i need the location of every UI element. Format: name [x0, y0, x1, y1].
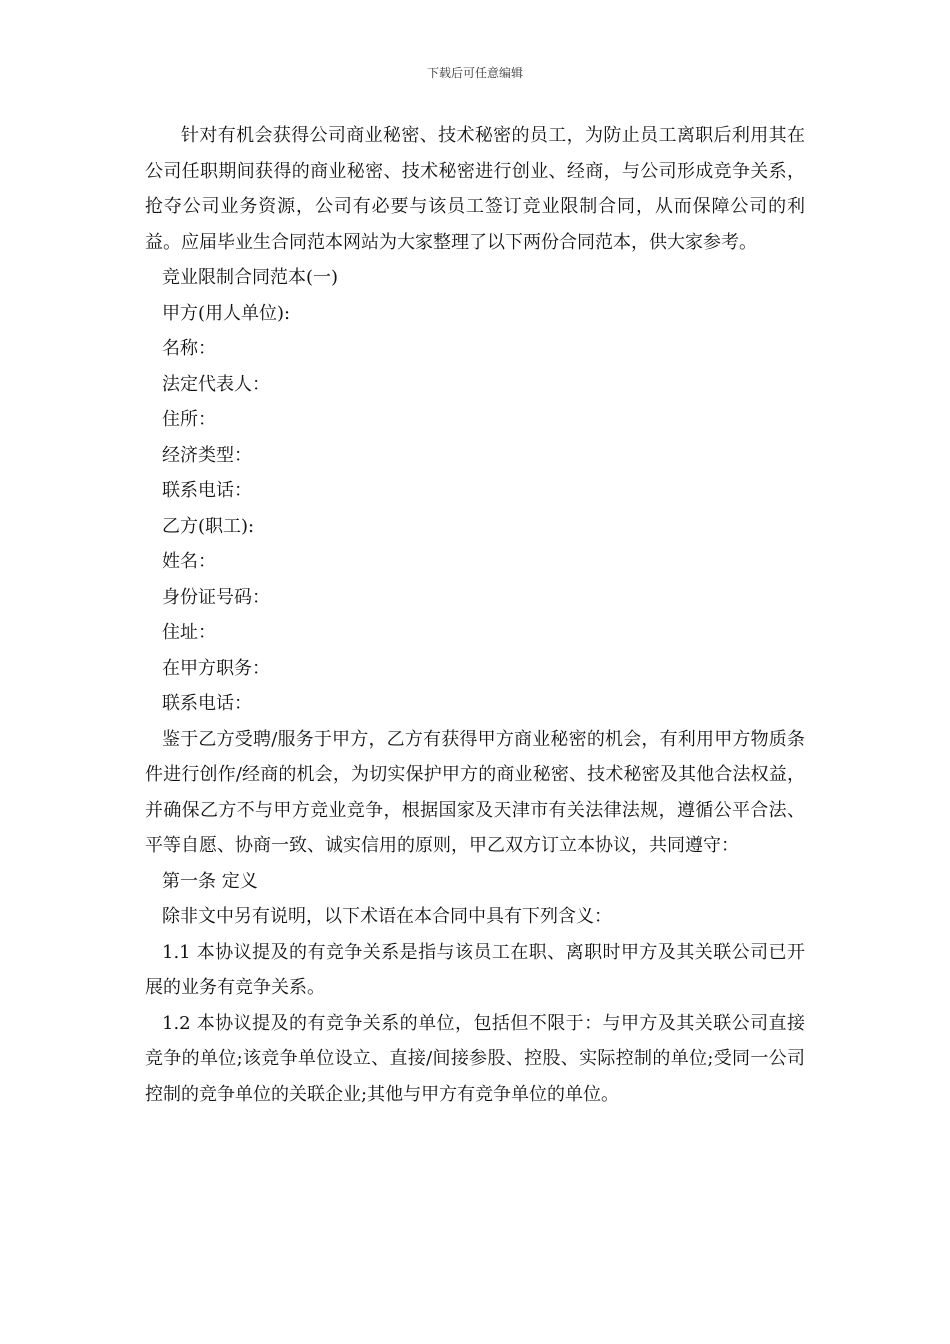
party-b-name-field: 姓名：	[162, 551, 216, 572]
article-1-title: 第一条 定义	[162, 870, 258, 892]
clause-1-2: 1.2 本协议提及的有竞争关系的单位，包括但不限于：与甲方及其关联公司直接竞争的单位;该竞争单位设立、直接/间接参股、控股、实际控制的单位;受同一公司控制的竞争单位的关联企业;其他与甲方有竞争单位的单位。	[145, 1012, 805, 1105]
document-body	[145, 118, 805, 1112]
page-header-note: 下载后可任意编辑	[426, 66, 523, 80]
party-b-id-field: 身份证号码：	[162, 586, 270, 608]
party-a-heading: 甲方(用人单位):	[162, 302, 291, 324]
party-a-legal-rep-field: 法定代表人：	[162, 373, 270, 395]
contract-title: 竞业限制合同范本(一)	[162, 267, 339, 288]
party-b-heading: 乙方(职工):	[162, 515, 255, 537]
party-a-economic-type-field: 经济类型：	[162, 444, 252, 466]
party-b-phone-field: 联系电话：	[162, 693, 252, 714]
preamble-paragraph: 鉴于乙方受聘/服务于甲方，乙方有获得甲方商业秘密的机会，有利用甲方物质条件进行创作/经商的机会，为切实保护甲方的商业秘密、技术秘密及其他合法权益，并确保乙方不与甲方竞业竞争，根据国家及天津市有关法律法规，遵循公平合法、平等自愿、协商一致、诚实信用的原则，甲乙双方订立本协议，共同遵守：	[145, 728, 805, 856]
party-b-address-field: 住址：	[162, 622, 216, 643]
party-a-address-field: 住所：	[162, 409, 216, 430]
intro-paragraph: 针对有机会获得公司商业秘密、技术秘密的员工，为防止员工离职后利用其在公司任职期间获得的商业秘密、技术秘密进行创业、经商，与公司形成竞争关系，抢夺公司业务资源，公司有必要与该员工签订竞业限制合同，从而保障公司的利益。应届毕业生合同范本网站为大家整理了以下两份合同范本，供大家参考。	[145, 125, 805, 253]
party-a-name-field: 名称：	[162, 338, 216, 359]
clause-1-1: 1.1 本协议提及的有竞争关系是指与该员工在职、离职时甲方及其关联公司已开展的业务有竞争关系。	[145, 941, 805, 998]
party-b-position-field: 在甲方职务：	[162, 657, 270, 679]
article-1-lead: 除非文中另有说明，以下术语在本合同中具有下列含义：	[162, 906, 612, 927]
party-a-phone-field: 联系电话：	[162, 480, 252, 501]
